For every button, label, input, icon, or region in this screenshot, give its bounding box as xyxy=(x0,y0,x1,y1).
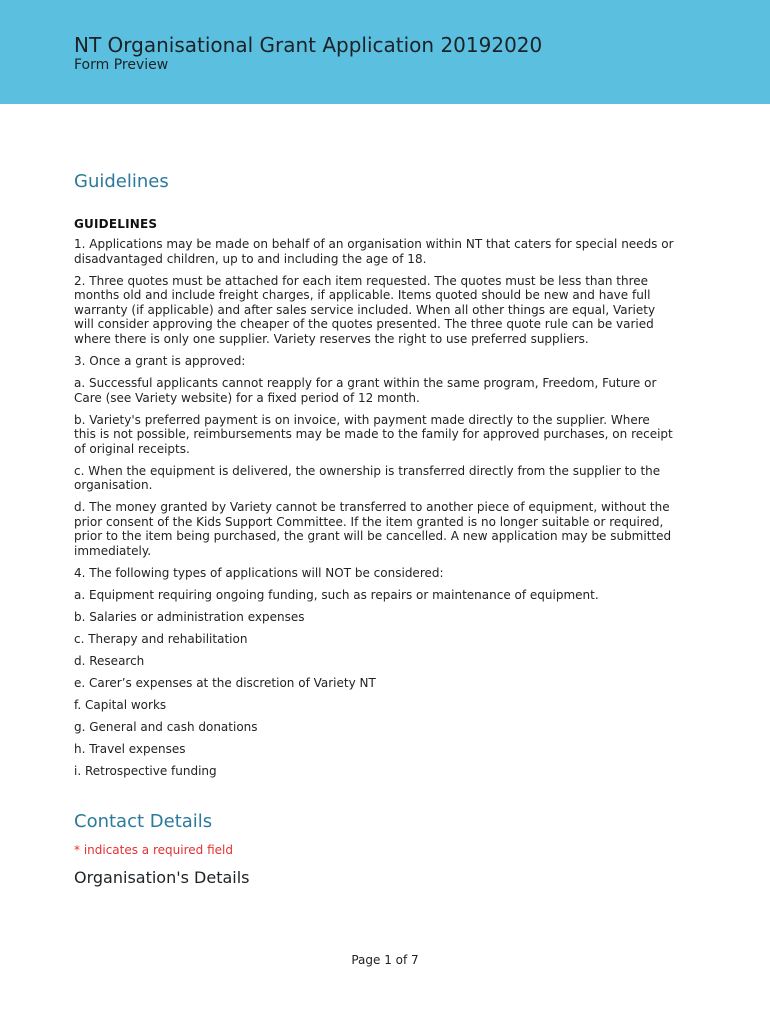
guideline-paragraph: 1. Applications may be made on behalf of an organisation within NT that caters for special needs or disadvantaged children, up to and including the age of 18. xyxy=(74,237,674,266)
guideline-paragraph: d. The money granted by Variety cannot be transferred to another piece of equipment, without the prior consent of the Kids Support Committee. If the item granted is no longer suitable or required, prior to the item being purchased, the grant will be cancelled. A new application may be submitted immediately. xyxy=(74,500,672,559)
guideline-paragraph: f. Capital works xyxy=(74,697,167,712)
guidelines-title: GUIDELINES xyxy=(74,217,158,231)
guideline-paragraph: 4. The following types of applications will NOT be considered: xyxy=(74,566,444,581)
guideline-paragraph: a. Successful applicants cannot reapply for a grant within the same program, Freedom, Future or Care (see Variety website) for a fixed period of 12 month. xyxy=(74,375,657,405)
guideline-paragraph: a. Equipment requiring ongoing funding, such as repairs or maintenance of equipment. xyxy=(74,588,599,602)
required-field-note: * indicates a required field xyxy=(74,843,233,858)
guideline-paragraph: b. Variety's preferred payment is on invoice, with payment made directly to the supplier. Where this is not possible, reimbursements may be made to the family for approved purchases, on receipt of original receipts. xyxy=(74,412,673,456)
guideline-paragraph: d. Research xyxy=(74,653,145,668)
guidelines-heading: Guidelines xyxy=(74,171,169,192)
page-number: Page 1 of 7 xyxy=(351,953,419,967)
guideline-paragraph: 2. Three quotes must be attached for each item requested. The quotes must be less than three months old and include freight charges, if applicable. Items quoted should be new and have full warranty (if applicable) and after sales service included. When all other things are equal, Variety will consider approving the cheaper of the quotes presented. The three quote rule can be varied where there is only one supplier. Variety reserves the right to use preferred suppliers. xyxy=(74,273,656,346)
guideline-paragraph: h. Travel expenses xyxy=(74,741,186,756)
guidelines-list xyxy=(74,237,674,778)
organisation-details-heading: Organisation's Details xyxy=(74,868,250,888)
guideline-paragraph: i. Retrospective funding xyxy=(74,763,217,778)
guideline-paragraph: c. When the equipment is delivered, the ownership is transferred directly from the supplier to the organisation. xyxy=(74,463,661,493)
guideline-paragraph: c. Therapy and rehabilitation xyxy=(74,631,248,646)
form-subtitle: Form Preview xyxy=(74,57,169,73)
guidelines-block xyxy=(74,216,674,778)
guideline-paragraph: b. Salaries or administration expenses xyxy=(74,609,305,624)
form-title: NT Organisational Grant Application 20192020 xyxy=(74,33,543,57)
form-content xyxy=(74,170,674,889)
guideline-paragraph: e. Carer’s expenses at the discretion of Variety NT xyxy=(74,675,376,690)
guideline-paragraph: 3. Once a grant is approved: xyxy=(74,353,246,368)
page-header xyxy=(0,0,770,104)
guideline-paragraph: g. General and cash donations xyxy=(74,719,258,734)
contact-details-heading: Contact Details xyxy=(74,811,213,833)
